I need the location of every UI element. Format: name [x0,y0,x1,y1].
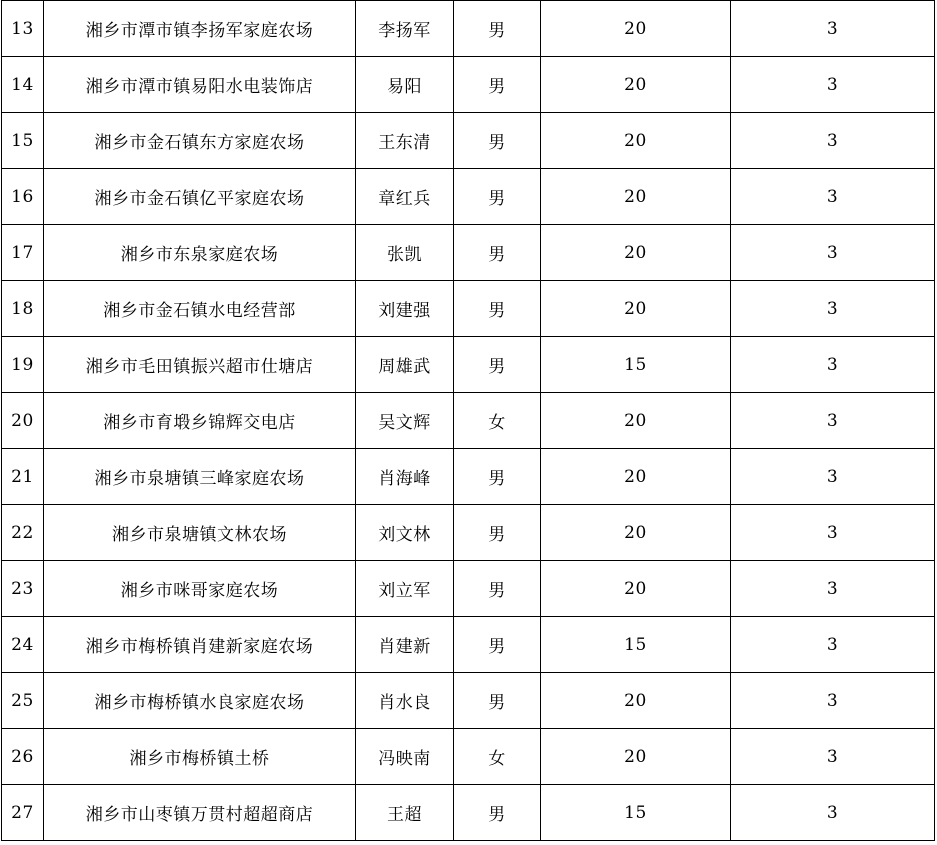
value1-cell: 20 [541,225,731,281]
table-row [2,505,935,561]
person-name-cell: 王超 [356,785,454,841]
gender-cell: 男 [454,785,541,841]
value2-cell: 3 [731,113,935,169]
gender-cell: 男 [454,617,541,673]
business-name-cell: 湘乡市金石镇亿平家庭农场 [44,169,356,225]
gender-cell: 男 [454,169,541,225]
table-row [2,449,935,505]
row-index-cell: 14 [2,57,44,113]
table-row [2,1,935,57]
value1-cell: 20 [541,449,731,505]
table-row [2,673,935,729]
value1-cell: 20 [541,393,731,449]
table-row [2,393,935,449]
person-name-cell: 章红兵 [356,169,454,225]
row-index-cell: 16 [2,169,44,225]
table-row [2,169,935,225]
business-name-cell: 湘乡市泉塘镇三峰家庭农场 [44,449,356,505]
person-name-cell: 王东清 [356,113,454,169]
person-name-cell: 李扬军 [356,1,454,57]
business-name-cell: 湘乡市育塅乡锦辉交电店 [44,393,356,449]
row-index-cell: 27 [2,785,44,841]
gender-cell: 男 [454,1,541,57]
value2-cell: 3 [731,225,935,281]
value2-cell: 3 [731,281,935,337]
value2-cell: 3 [731,169,935,225]
value2-cell: 3 [731,1,935,57]
business-name-cell: 湘乡市泉塘镇文林农场 [44,505,356,561]
person-name-cell: 吴文辉 [356,393,454,449]
business-name-cell: 湘乡市潭市镇李扬军家庭农场 [44,1,356,57]
value1-cell: 15 [541,785,731,841]
table-row [2,57,935,113]
gender-cell: 男 [454,673,541,729]
value2-cell: 3 [731,505,935,561]
value2-cell: 3 [731,617,935,673]
business-name-cell: 湘乡市梅桥镇水良家庭农场 [44,673,356,729]
person-name-cell: 易阳 [356,57,454,113]
value2-cell: 3 [731,729,935,785]
gender-cell: 男 [454,449,541,505]
value2-cell: 3 [731,561,935,617]
value1-cell: 20 [541,561,731,617]
row-index-cell: 26 [2,729,44,785]
person-name-cell: 刘立军 [356,561,454,617]
value1-cell: 15 [541,337,731,393]
row-index-cell: 17 [2,225,44,281]
business-name-cell: 湘乡市毛田镇振兴超市仕塘店 [44,337,356,393]
row-index-cell: 24 [2,617,44,673]
gender-cell: 男 [454,225,541,281]
table-row [2,785,935,841]
value1-cell: 20 [541,281,731,337]
row-index-cell: 18 [2,281,44,337]
value1-cell: 20 [541,1,731,57]
row-index-cell: 25 [2,673,44,729]
person-name-cell: 肖建新 [356,617,454,673]
table-row [2,617,935,673]
business-name-cell: 湘乡市金石镇东方家庭农场 [44,113,356,169]
business-name-cell: 湘乡市咪哥家庭农场 [44,561,356,617]
table-row [2,281,935,337]
business-name-cell: 湘乡市梅桥镇土桥 [44,729,356,785]
person-name-cell: 张凯 [356,225,454,281]
gender-cell: 女 [454,729,541,785]
row-index-cell: 20 [2,393,44,449]
gender-cell: 男 [454,337,541,393]
gender-cell: 女 [454,393,541,449]
gender-cell: 男 [454,113,541,169]
business-name-cell: 湘乡市金石镇水电经营部 [44,281,356,337]
person-name-cell: 肖水良 [356,673,454,729]
row-index-cell: 21 [2,449,44,505]
value1-cell: 20 [541,57,731,113]
value2-cell: 3 [731,393,935,449]
person-name-cell: 冯映南 [356,729,454,785]
table-body [2,1,935,841]
row-index-cell: 23 [2,561,44,617]
value2-cell: 3 [731,337,935,393]
person-name-cell: 刘文林 [356,505,454,561]
business-name-cell: 湘乡市梅桥镇肖建新家庭农场 [44,617,356,673]
table-row [2,337,935,393]
value1-cell: 20 [541,113,731,169]
value2-cell: 3 [731,673,935,729]
row-index-cell: 13 [2,1,44,57]
value1-cell: 20 [541,673,731,729]
row-index-cell: 15 [2,113,44,169]
gender-cell: 男 [454,281,541,337]
table-row [2,113,935,169]
value2-cell: 3 [731,449,935,505]
business-name-cell: 湘乡市潭市镇易阳水电装饰店 [44,57,356,113]
person-name-cell: 肖海峰 [356,449,454,505]
value1-cell: 20 [541,729,731,785]
gender-cell: 男 [454,561,541,617]
value2-cell: 3 [731,57,935,113]
business-name-cell: 湘乡市东泉家庭农场 [44,225,356,281]
gender-cell: 男 [454,57,541,113]
row-index-cell: 22 [2,505,44,561]
data-table [1,0,935,841]
value1-cell: 15 [541,617,731,673]
gender-cell: 男 [454,505,541,561]
value2-cell: 3 [731,785,935,841]
value1-cell: 20 [541,505,731,561]
business-name-cell: 湘乡市山枣镇万贯村超超商店 [44,785,356,841]
row-index-cell: 19 [2,337,44,393]
table-row [2,729,935,785]
table-row [2,225,935,281]
person-name-cell: 周雄武 [356,337,454,393]
person-name-cell: 刘建强 [356,281,454,337]
value1-cell: 20 [541,169,731,225]
table-row [2,561,935,617]
